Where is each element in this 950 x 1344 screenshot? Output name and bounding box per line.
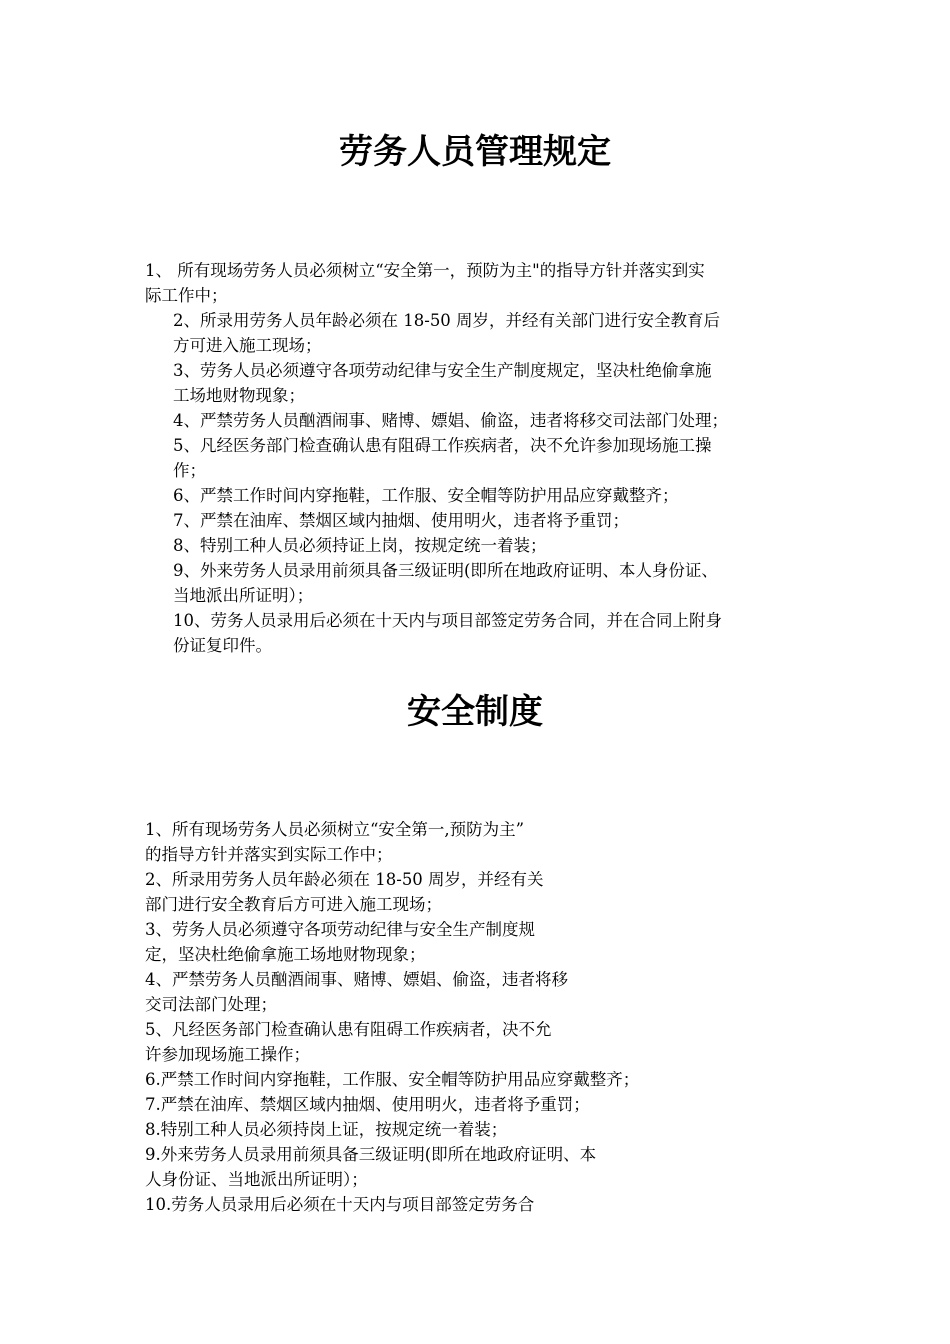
list-item-line: 1、 所有现场劳务人员必须树立“安全第一，预防为主"的指导方针并落实到实 — [145, 261, 705, 280]
list-item — [145, 917, 745, 967]
list-item-line: 工场地财物现象； — [173, 386, 305, 405]
list-item — [145, 967, 745, 1017]
list-item — [145, 1092, 745, 1117]
list-item-line: 人身份证、当地派出所证明）； — [145, 1170, 368, 1189]
list-item-line: 4、严禁劳务人员酗酒闹事、赌博、嫖娼、偷盗，违者将移交司法部门处理； — [173, 411, 728, 430]
list-item-line: 2、所录用劳务人员年龄必须在 18-50 周岁，并经有关 — [145, 870, 544, 889]
list-item-line: 作； — [173, 461, 206, 480]
list-item — [145, 817, 745, 867]
list-item — [145, 408, 810, 433]
list-item-line: 5、凡经医务部门检查确认患有阻碍工作疾病者，决不允 — [145, 1020, 552, 1039]
list-item — [145, 608, 810, 658]
list-item-line: 9.外来劳务人员录用前须具备三级证明(即所在地政府证明、本 — [145, 1145, 597, 1164]
list-item-line: 交司法部门处理； — [145, 995, 277, 1014]
list-item-line: 8.特别工种人员必须持岗上证，按规定统一着装； — [145, 1120, 508, 1139]
list-item-line: 部门进行安全教育后方可进入施工现场； — [145, 895, 442, 914]
list-item-line: 7.严禁在油库、禁烟区域内抽烟、使用明火，违者将予重罚； — [145, 1095, 590, 1114]
list-item — [145, 308, 810, 358]
list-item-line: 6.严禁工作时间内穿拖鞋，工作服、安全帽等防护用品应穿戴整齐； — [145, 1070, 640, 1089]
list-item-line: 6、严禁工作时间内穿拖鞋，工作服、安全帽等防护用品应穿戴整齐； — [173, 486, 679, 505]
section-title: 安全制度 — [407, 692, 543, 732]
list-item-line: 10.劳务人员录用后必须在十天内与项目部签定劳务合 — [145, 1195, 535, 1214]
list-item-line: 1、所有现场劳务人员必须树立“安全第一,预防为主” — [145, 820, 525, 839]
safety-rules-list — [145, 817, 745, 1217]
list-item-line: 7、严禁在油库、禁烟区域内抽烟、使用明火，违者将予重罚； — [173, 511, 629, 530]
list-item-line: 10、劳务人员录用后必须在十天内与项目部签定劳务合同，并在合同上附身 — [173, 611, 722, 630]
list-item — [145, 558, 810, 608]
list-item-line: 5、凡经医务部门检查确认患有阻碍工作疾病者，决不允许参加现场施工操 — [173, 436, 712, 455]
list-item — [145, 867, 745, 917]
list-item — [145, 358, 810, 408]
list-item — [145, 1142, 745, 1192]
list-item — [145, 258, 810, 308]
list-item-line: 份证复印件。 — [173, 636, 272, 655]
list-item-line: 4、严禁劳务人员酗酒闹事、赌博、嫖娼、偷盗，违者将移 — [145, 970, 568, 989]
list-item-line: 2、所录用劳务人员年龄必须在 18-50 周岁，并经有关部门进行安全教育后 — [173, 311, 721, 330]
list-item-line: 方可进入施工现场； — [173, 336, 322, 355]
list-item-line: 3、劳务人员必须遵守各项劳动纪律与安全生产制度规 — [145, 920, 535, 939]
list-item — [145, 433, 810, 483]
list-item-line: 定，坚决杜绝偷拿施工场地财物现象； — [145, 945, 426, 964]
list-item — [145, 533, 810, 558]
list-item-line: 8、特别工种人员必须持证上岗，按规定统一着装； — [173, 536, 547, 555]
list-item — [145, 1117, 745, 1142]
list-item — [145, 508, 810, 533]
list-item-line: 9、外来劳务人员录用前须具备三级证明(即所在地政府证明、本人身份证、 — [173, 561, 718, 580]
list-item — [145, 1017, 745, 1067]
list-item-line: 许参加现场施工操作； — [145, 1045, 310, 1064]
list-item — [145, 483, 810, 508]
list-item-line: 际工作中； — [145, 286, 228, 305]
page-title: 劳务人员管理规定 — [339, 132, 611, 172]
list-item-line: 的指导方针并落实到实际工作中； — [145, 845, 393, 864]
list-item — [145, 1067, 745, 1092]
regulation-list — [145, 258, 810, 658]
list-item — [145, 1192, 745, 1217]
list-item-line: 3、劳务人员必须遵守各项劳动纪律与安全生产制度规定，坚决杜绝偷拿施 — [173, 361, 712, 380]
list-item-line: 当地派出所证明）； — [173, 586, 314, 605]
